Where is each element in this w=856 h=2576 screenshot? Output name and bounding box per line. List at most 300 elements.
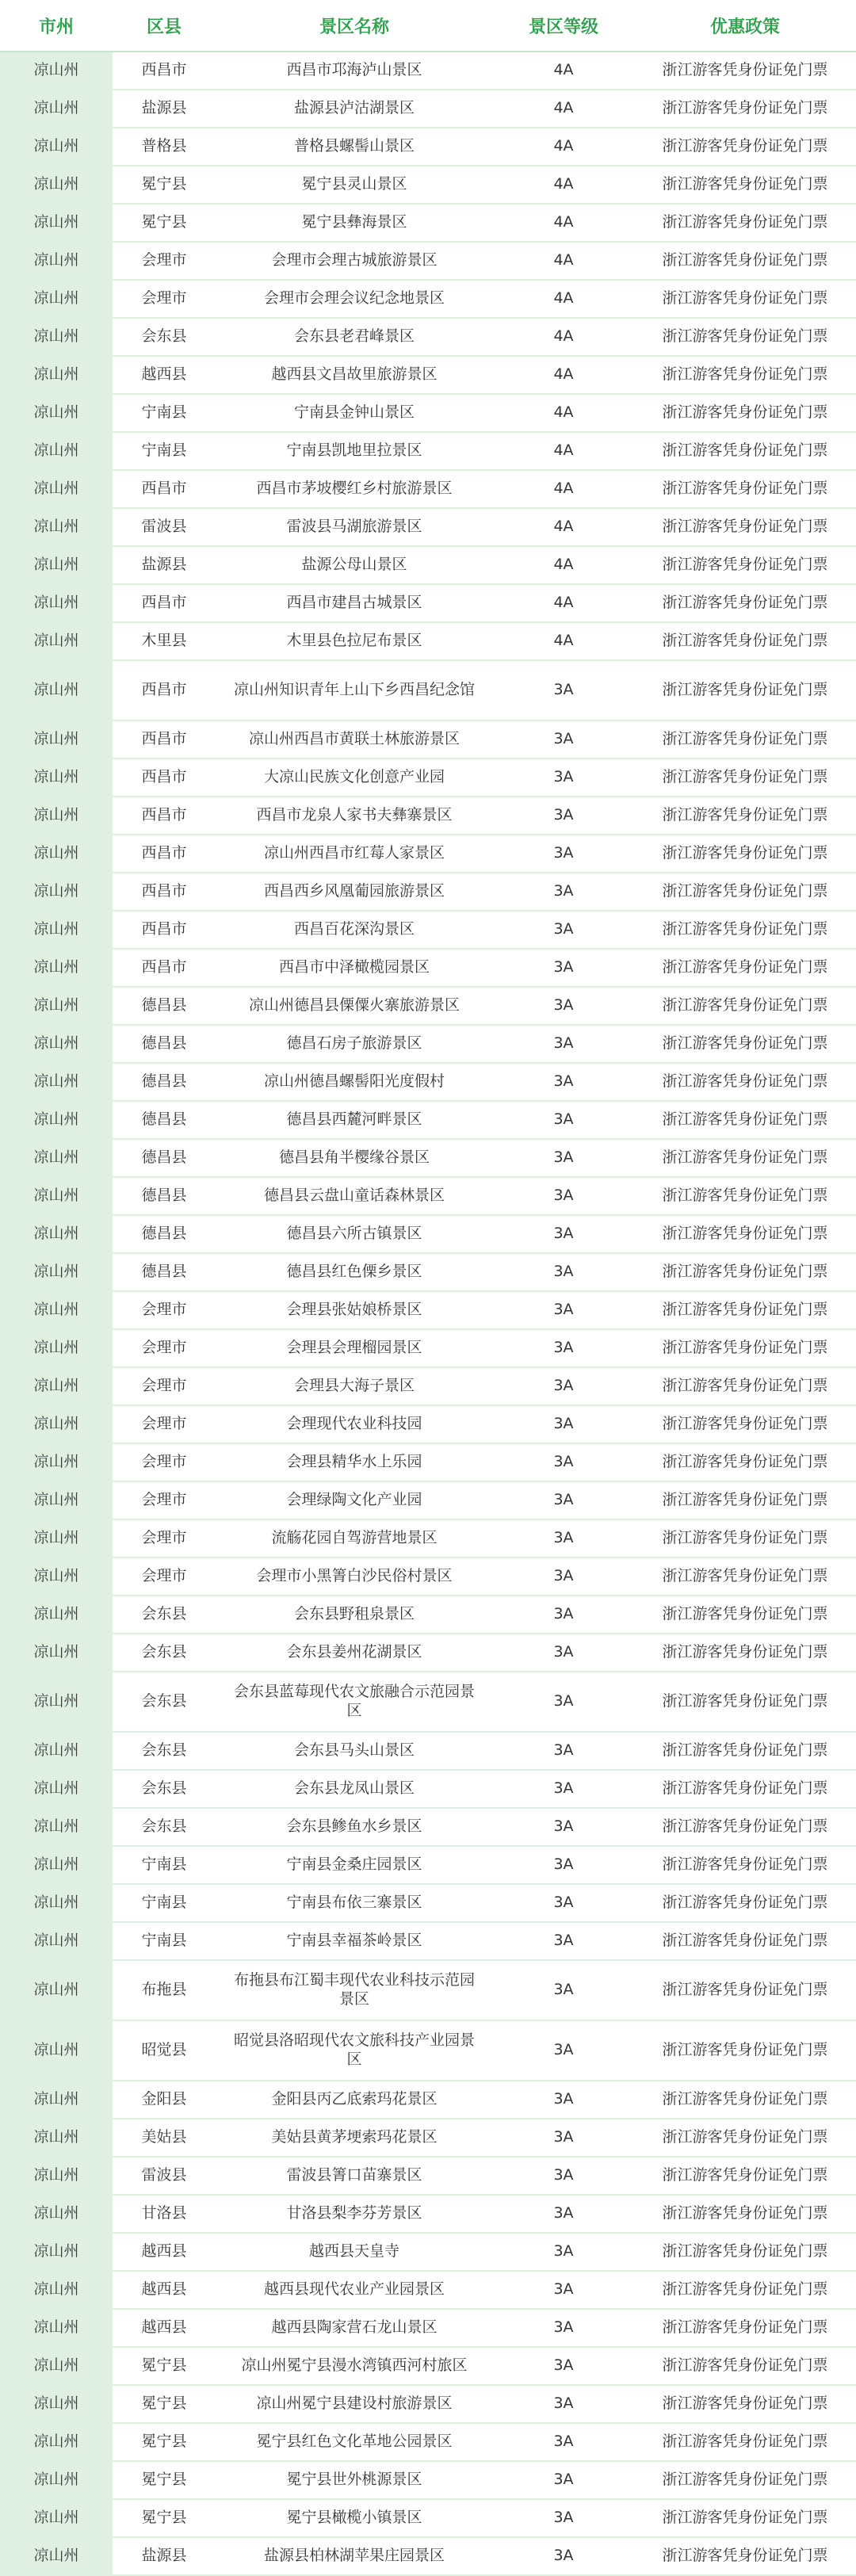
city-cell: 凉山州 (0, 911, 113, 949)
scenic-name-cell: 凉山州知识青年上山下乡西昌纪念馆 (216, 660, 493, 720)
county-cell: 会东县 (113, 1732, 216, 1770)
county-cell: 布拖县 (113, 1960, 216, 2020)
county-cell: 会理市 (113, 1291, 216, 1329)
city-cell: 凉山州 (0, 949, 113, 987)
policy-cell: 浙江游客凭身份证免门票 (634, 1215, 856, 1253)
scenic-name-cell: 宁南县幸福茶岭景区 (216, 1922, 493, 1960)
policy-cell: 浙江游客凭身份证免门票 (634, 2461, 856, 2499)
county-cell: 德昌县 (113, 1177, 216, 1215)
table-row (0, 1808, 856, 1846)
level-cell: 3A (493, 2537, 634, 2575)
level-cell: 3A (493, 2309, 634, 2347)
policy-cell: 浙江游客凭身份证免门票 (634, 1846, 856, 1884)
county-cell: 宁南县 (113, 1884, 216, 1922)
policy-cell: 浙江游客凭身份证免门票 (634, 720, 856, 759)
scenic-name-cell: 会理县精华水上乐园 (216, 1443, 493, 1481)
table-row (0, 356, 856, 394)
city-cell: 凉山州 (0, 1101, 113, 1139)
city-cell: 凉山州 (0, 1443, 113, 1481)
level-cell: 3A (493, 1253, 634, 1291)
county-cell: 会东县 (113, 1596, 216, 1634)
policy-cell: 浙江游客凭身份证免门票 (634, 128, 856, 166)
level-cell: 3A (493, 1215, 634, 1253)
table-header (0, 0, 856, 52)
header-city: 市州 (0, 0, 113, 52)
county-cell: 德昌县 (113, 1215, 216, 1253)
city-cell: 凉山州 (0, 2537, 113, 2575)
table-row (0, 2157, 856, 2195)
policy-cell: 浙江游客凭身份证免门票 (634, 584, 856, 622)
table-row (0, 508, 856, 546)
policy-cell: 浙江游客凭身份证免门票 (634, 90, 856, 128)
policy-cell: 浙江游客凭身份证免门票 (634, 1139, 856, 1177)
table-row (0, 759, 856, 797)
scenic-name-cell: 会理市小黑箐白沙民俗村景区 (216, 1557, 493, 1596)
scenic-name-cell: 会东县蓝莓现代农文旅融合示范园景区 (216, 1672, 493, 1732)
county-cell: 德昌县 (113, 987, 216, 1025)
city-cell: 凉山州 (0, 873, 113, 911)
table-row (0, 2081, 856, 2119)
level-cell: 4A (493, 318, 634, 356)
policy-cell: 浙江游客凭身份证免门票 (634, 394, 856, 432)
scenic-name-cell: 西昌市茅坡樱红乡村旅游景区 (216, 470, 493, 508)
scenic-name-cell: 会东县鲹鱼水乡景区 (216, 1808, 493, 1846)
scenic-name-cell: 会理县大海子景区 (216, 1367, 493, 1405)
county-cell: 越西县 (113, 2309, 216, 2347)
table-row (0, 622, 856, 660)
level-cell: 3A (493, 2385, 634, 2423)
county-cell: 会东县 (113, 1808, 216, 1846)
scenic-name-cell: 会理市会理古城旅游景区 (216, 242, 493, 280)
policy-cell: 浙江游客凭身份证免门票 (634, 1177, 856, 1215)
level-cell: 3A (493, 1672, 634, 1732)
city-cell: 凉山州 (0, 1808, 113, 1846)
county-cell: 昭觉县 (113, 2020, 216, 2081)
table-row (0, 2271, 856, 2309)
level-cell: 3A (493, 835, 634, 873)
table-row (0, 204, 856, 242)
policy-cell: 浙江游客凭身份证免门票 (634, 1405, 856, 1443)
level-cell: 3A (493, 1481, 634, 1519)
table-row (0, 1253, 856, 1291)
table-row (0, 1101, 856, 1139)
city-cell: 凉山州 (0, 508, 113, 546)
city-cell: 凉山州 (0, 2385, 113, 2423)
policy-cell: 浙江游客凭身份证免门票 (634, 1291, 856, 1329)
scenic-name-cell: 会理现代农业科技园 (216, 1405, 493, 1443)
scenic-name-cell: 会理县张姑娘桥景区 (216, 1291, 493, 1329)
scenic-name-cell: 美姑县黄茅埂索玛花景区 (216, 2119, 493, 2157)
county-cell: 甘洛县 (113, 2195, 216, 2233)
level-cell: 3A (493, 1101, 634, 1139)
policy-cell: 浙江游客凭身份证免门票 (634, 1634, 856, 1672)
level-cell: 3A (493, 1770, 634, 1808)
policy-cell: 浙江游客凭身份证免门票 (634, 1329, 856, 1367)
city-cell: 凉山州 (0, 2499, 113, 2537)
table-row (0, 1481, 856, 1519)
scenic-name-cell: 会东县老君峰景区 (216, 318, 493, 356)
level-cell: 4A (493, 204, 634, 242)
scenic-name-cell: 宁南县布依三寨景区 (216, 1884, 493, 1922)
city-cell: 凉山州 (0, 90, 113, 128)
policy-cell: 浙江游客凭身份证免门票 (634, 911, 856, 949)
scenic-name-cell: 德昌县西麓河畔景区 (216, 1101, 493, 1139)
level-cell: 4A (493, 508, 634, 546)
level-cell: 3A (493, 2423, 634, 2461)
city-cell: 凉山州 (0, 356, 113, 394)
policy-cell: 浙江游客凭身份证免门票 (634, 1884, 856, 1922)
city-cell: 凉山州 (0, 1405, 113, 1443)
county-cell: 冕宁县 (113, 2461, 216, 2499)
county-cell: 宁南县 (113, 1922, 216, 1960)
county-cell: 冕宁县 (113, 2347, 216, 2385)
city-cell: 凉山州 (0, 128, 113, 166)
table-row (0, 1329, 856, 1367)
scenic-name-cell: 西昌市建昌古城景区 (216, 584, 493, 622)
city-cell: 凉山州 (0, 2461, 113, 2499)
table-row (0, 1557, 856, 1596)
county-cell: 冕宁县 (113, 2385, 216, 2423)
table-row (0, 1405, 856, 1443)
level-cell: 3A (493, 911, 634, 949)
policy-cell: 浙江游客凭身份证免门票 (634, 1367, 856, 1405)
policy-cell: 浙江游客凭身份证免门票 (634, 2157, 856, 2195)
table-row (0, 1519, 856, 1557)
scenic-name-cell: 盐源县柏林湖苹果庄园景区 (216, 2537, 493, 2575)
policy-cell: 浙江游客凭身份证免门票 (634, 2423, 856, 2461)
policy-cell: 浙江游客凭身份证免门票 (634, 2081, 856, 2119)
city-cell: 凉山州 (0, 1846, 113, 1884)
policy-cell: 浙江游客凭身份证免门票 (634, 2271, 856, 2309)
city-cell: 凉山州 (0, 280, 113, 318)
city-cell: 凉山州 (0, 1291, 113, 1329)
table-row (0, 1177, 856, 1215)
policy-cell: 浙江游客凭身份证免门票 (634, 2020, 856, 2081)
level-cell: 4A (493, 90, 634, 128)
table-row (0, 318, 856, 356)
scenic-name-cell: 雷波县马湖旅游景区 (216, 508, 493, 546)
level-cell: 3A (493, 1519, 634, 1557)
city-cell: 凉山州 (0, 318, 113, 356)
header-scenic-name: 景区名称 (216, 0, 493, 52)
policy-cell: 浙江游客凭身份证免门票 (634, 318, 856, 356)
policy-cell: 浙江游客凭身份证免门票 (634, 470, 856, 508)
scenic-name-cell: 会东县龙凤山景区 (216, 1770, 493, 1808)
level-cell: 3A (493, 2347, 634, 2385)
table-row (0, 242, 856, 280)
level-cell: 3A (493, 2081, 634, 2119)
county-cell: 冕宁县 (113, 2499, 216, 2537)
city-cell: 凉山州 (0, 204, 113, 242)
level-cell: 4A (493, 470, 634, 508)
city-cell: 凉山州 (0, 584, 113, 622)
city-cell: 凉山州 (0, 1732, 113, 1770)
policy-cell: 浙江游客凭身份证免门票 (634, 1922, 856, 1960)
table-row (0, 2385, 856, 2423)
city-cell: 凉山州 (0, 1367, 113, 1405)
table-row (0, 470, 856, 508)
county-cell: 会理市 (113, 1557, 216, 1596)
level-cell: 3A (493, 1367, 634, 1405)
table-row (0, 660, 856, 720)
table-row (0, 949, 856, 987)
scenic-name-cell: 会东县马头山景区 (216, 1732, 493, 1770)
scenic-name-cell: 宁南县凯地里拉景区 (216, 432, 493, 470)
level-cell: 3A (493, 720, 634, 759)
table-row (0, 1291, 856, 1329)
table-row (0, 2020, 856, 2081)
policy-cell: 浙江游客凭身份证免门票 (634, 166, 856, 204)
city-cell: 凉山州 (0, 660, 113, 720)
policy-cell: 浙江游客凭身份证免门票 (634, 1672, 856, 1732)
policy-cell: 浙江游客凭身份证免门票 (634, 1253, 856, 1291)
level-cell: 3A (493, 2157, 634, 2195)
scenic-name-cell: 凉山州西昌市红莓人家景区 (216, 835, 493, 873)
level-cell: 3A (493, 660, 634, 720)
scenic-name-cell: 冕宁县世外桃源景区 (216, 2461, 493, 2499)
policy-cell: 浙江游客凭身份证免门票 (634, 949, 856, 987)
scenic-name-cell: 凉山州德昌县傈僳火寨旅游景区 (216, 987, 493, 1025)
scenic-name-cell: 会东县姜州花湖景区 (216, 1634, 493, 1672)
policy-cell: 浙江游客凭身份证免门票 (634, 660, 856, 720)
county-cell: 宁南县 (113, 394, 216, 432)
policy-cell: 浙江游客凭身份证免门票 (634, 2347, 856, 2385)
scenic-name-cell: 德昌县红色傈乡景区 (216, 1253, 493, 1291)
level-cell: 3A (493, 1025, 634, 1063)
scenic-name-cell: 西昌西乡风凰葡园旅游景区 (216, 873, 493, 911)
scenic-name-cell: 昭觉县洛昭现代农文旅科技产业园景区 (216, 2020, 493, 2081)
city-cell: 凉山州 (0, 1884, 113, 1922)
scenic-name-cell: 盐源公母山景区 (216, 546, 493, 584)
city-cell: 凉山州 (0, 2423, 113, 2461)
county-cell: 会东县 (113, 1672, 216, 1732)
policy-cell: 浙江游客凭身份证免门票 (634, 759, 856, 797)
city-cell: 凉山州 (0, 1481, 113, 1519)
county-cell: 雷波县 (113, 2157, 216, 2195)
policy-cell: 浙江游客凭身份证免门票 (634, 2119, 856, 2157)
policy-cell: 浙江游客凭身份证免门票 (634, 1025, 856, 1063)
county-cell: 美姑县 (113, 2119, 216, 2157)
scenic-name-cell: 金阳县丙乙底索玛花景区 (216, 2081, 493, 2119)
level-cell: 3A (493, 1557, 634, 1596)
county-cell: 西昌市 (113, 470, 216, 508)
scenic-name-cell: 越西县陶家营石龙山景区 (216, 2309, 493, 2347)
policy-cell: 浙江游客凭身份证免门票 (634, 52, 856, 90)
county-cell: 会理市 (113, 1329, 216, 1367)
table-row (0, 2347, 856, 2385)
table-row (0, 1846, 856, 1884)
city-cell: 凉山州 (0, 759, 113, 797)
level-cell: 3A (493, 1808, 634, 1846)
level-cell: 3A (493, 1291, 634, 1329)
table-row (0, 1215, 856, 1253)
city-cell: 凉山州 (0, 2233, 113, 2271)
table-row (0, 166, 856, 204)
city-cell: 凉山州 (0, 166, 113, 204)
county-cell: 冕宁县 (113, 166, 216, 204)
level-cell: 4A (493, 356, 634, 394)
level-cell: 3A (493, 1139, 634, 1177)
county-cell: 宁南县 (113, 1846, 216, 1884)
table-row (0, 1672, 856, 1732)
scenic-name-cell: 西昌市邛海泸山景区 (216, 52, 493, 90)
policy-cell: 浙江游客凭身份证免门票 (634, 280, 856, 318)
county-cell: 西昌市 (113, 52, 216, 90)
level-cell: 3A (493, 2195, 634, 2233)
level-cell: 3A (493, 759, 634, 797)
level-cell: 3A (493, 1063, 634, 1101)
county-cell: 西昌市 (113, 873, 216, 911)
county-cell: 德昌县 (113, 1139, 216, 1177)
county-cell: 西昌市 (113, 949, 216, 987)
city-cell: 凉山州 (0, 2195, 113, 2233)
policy-cell: 浙江游客凭身份证免门票 (634, 1519, 856, 1557)
scenic-name-cell: 德昌县角半樱缘谷景区 (216, 1139, 493, 1177)
county-cell: 西昌市 (113, 660, 216, 720)
policy-cell: 浙江游客凭身份证免门票 (634, 2233, 856, 2271)
city-cell: 凉山州 (0, 622, 113, 660)
county-cell: 越西县 (113, 2233, 216, 2271)
county-cell: 会东县 (113, 1770, 216, 1808)
scenic-name-cell: 西昌市龙泉人家书夫彝寨景区 (216, 797, 493, 835)
level-cell: 4A (493, 394, 634, 432)
scenic-name-cell: 大凉山民族文化创意产业园 (216, 759, 493, 797)
county-cell: 会理市 (113, 1367, 216, 1405)
level-cell: 3A (493, 2461, 634, 2499)
table-row (0, 394, 856, 432)
level-cell: 3A (493, 873, 634, 911)
scenic-name-cell: 凉山州冕宁县建设村旅游景区 (216, 2385, 493, 2423)
scenic-name-cell: 德昌县云盘山童话森林景区 (216, 1177, 493, 1215)
county-cell: 西昌市 (113, 797, 216, 835)
scenic-name-cell: 普格县螺髻山景区 (216, 128, 493, 166)
level-cell: 3A (493, 949, 634, 987)
scenic-name-cell: 越西县文昌故里旅游景区 (216, 356, 493, 394)
table-row (0, 873, 856, 911)
scenic-name-cell: 凉山州德昌螺髻阳光度假村 (216, 1063, 493, 1101)
level-cell: 3A (493, 1405, 634, 1443)
scenic-name-cell: 雷波县箐口苗寨景区 (216, 2157, 493, 2195)
scenic-name-cell: 德昌县六所古镇景区 (216, 1215, 493, 1253)
table-row (0, 52, 856, 90)
county-cell: 西昌市 (113, 911, 216, 949)
table-row (0, 1884, 856, 1922)
table-body (0, 52, 856, 2575)
scenic-name-cell: 甘洛县梨李芬芳景区 (216, 2195, 493, 2233)
level-cell: 3A (493, 1922, 634, 1960)
policy-cell: 浙江游客凭身份证免门票 (634, 546, 856, 584)
level-cell: 4A (493, 52, 634, 90)
table-row (0, 584, 856, 622)
level-cell: 3A (493, 1884, 634, 1922)
county-cell: 会理市 (113, 1481, 216, 1519)
city-cell: 凉山州 (0, 1596, 113, 1634)
city-cell: 凉山州 (0, 987, 113, 1025)
scenic-name-cell: 布拖县布江蜀丰现代农业科技示范园景区 (216, 1960, 493, 2020)
city-cell: 凉山州 (0, 546, 113, 584)
policy-cell: 浙江游客凭身份证免门票 (634, 1960, 856, 2020)
policy-cell: 浙江游客凭身份证免门票 (634, 2537, 856, 2575)
city-cell: 凉山州 (0, 1672, 113, 1732)
table-row (0, 1770, 856, 1808)
policy-cell: 浙江游客凭身份证免门票 (634, 622, 856, 660)
policy-cell: 浙江游客凭身份证免门票 (634, 204, 856, 242)
table-row (0, 1634, 856, 1672)
level-cell: 3A (493, 1596, 634, 1634)
city-cell: 凉山州 (0, 470, 113, 508)
city-cell: 凉山州 (0, 1253, 113, 1291)
county-cell: 冕宁县 (113, 204, 216, 242)
scenic-name-cell: 德昌石房子旅游景区 (216, 1025, 493, 1063)
city-cell: 凉山州 (0, 1063, 113, 1101)
scenic-name-cell: 流觞花园自驾游营地景区 (216, 1519, 493, 1557)
county-cell: 金阳县 (113, 2081, 216, 2119)
county-cell: 会理市 (113, 280, 216, 318)
level-cell: 3A (493, 797, 634, 835)
city-cell: 凉山州 (0, 1139, 113, 1177)
city-cell: 凉山州 (0, 2347, 113, 2385)
scenic-name-cell: 会理市会理会议纪念地景区 (216, 280, 493, 318)
scenic-name-cell: 宁南县金钟山景区 (216, 394, 493, 432)
table-row (0, 1139, 856, 1177)
county-cell: 雷波县 (113, 508, 216, 546)
scenic-name-cell: 盐源县泸沽湖景区 (216, 90, 493, 128)
city-cell: 凉山州 (0, 1519, 113, 1557)
city-cell: 凉山州 (0, 1922, 113, 1960)
county-cell: 德昌县 (113, 1025, 216, 1063)
city-cell: 凉山州 (0, 432, 113, 470)
scenic-name-cell: 宁南县金桑庄园景区 (216, 1846, 493, 1884)
header-level: 景区等级 (493, 0, 634, 52)
policy-cell: 浙江游客凭身份证免门票 (634, 1063, 856, 1101)
header-county: 区县 (113, 0, 216, 52)
policy-cell: 浙江游客凭身份证免门票 (634, 987, 856, 1025)
table-row (0, 835, 856, 873)
county-cell: 冕宁县 (113, 2423, 216, 2461)
city-cell: 凉山州 (0, 2271, 113, 2309)
scenic-name-cell: 冕宁县红色文化革地公园景区 (216, 2423, 493, 2461)
county-cell: 盐源县 (113, 546, 216, 584)
table-row (0, 1367, 856, 1405)
table-row (0, 546, 856, 584)
level-cell: 3A (493, 2271, 634, 2309)
table-row (0, 2233, 856, 2271)
county-cell: 会理市 (113, 1443, 216, 1481)
policy-cell: 浙江游客凭身份证免门票 (634, 1808, 856, 1846)
county-cell: 盐源县 (113, 2537, 216, 2575)
policy-cell: 浙江游客凭身份证免门票 (634, 1443, 856, 1481)
county-cell: 普格县 (113, 128, 216, 166)
level-cell: 4A (493, 584, 634, 622)
level-cell: 4A (493, 166, 634, 204)
level-cell: 3A (493, 1443, 634, 1481)
table-row (0, 280, 856, 318)
city-cell: 凉山州 (0, 2081, 113, 2119)
table-row (0, 1025, 856, 1063)
scenic-name-cell: 冕宁县彝海景区 (216, 204, 493, 242)
policy-cell: 浙江游客凭身份证免门票 (634, 2499, 856, 2537)
county-cell: 木里县 (113, 622, 216, 660)
table-row (0, 1732, 856, 1770)
city-cell: 凉山州 (0, 720, 113, 759)
table-row (0, 2423, 856, 2461)
level-cell: 3A (493, 2499, 634, 2537)
header-row (0, 0, 856, 52)
county-cell: 会东县 (113, 1634, 216, 1672)
policy-cell: 浙江游客凭身份证免门票 (634, 2309, 856, 2347)
policy-cell: 浙江游客凭身份证免门票 (634, 1596, 856, 1634)
scenic-name-cell: 越西县天皇寺 (216, 2233, 493, 2271)
